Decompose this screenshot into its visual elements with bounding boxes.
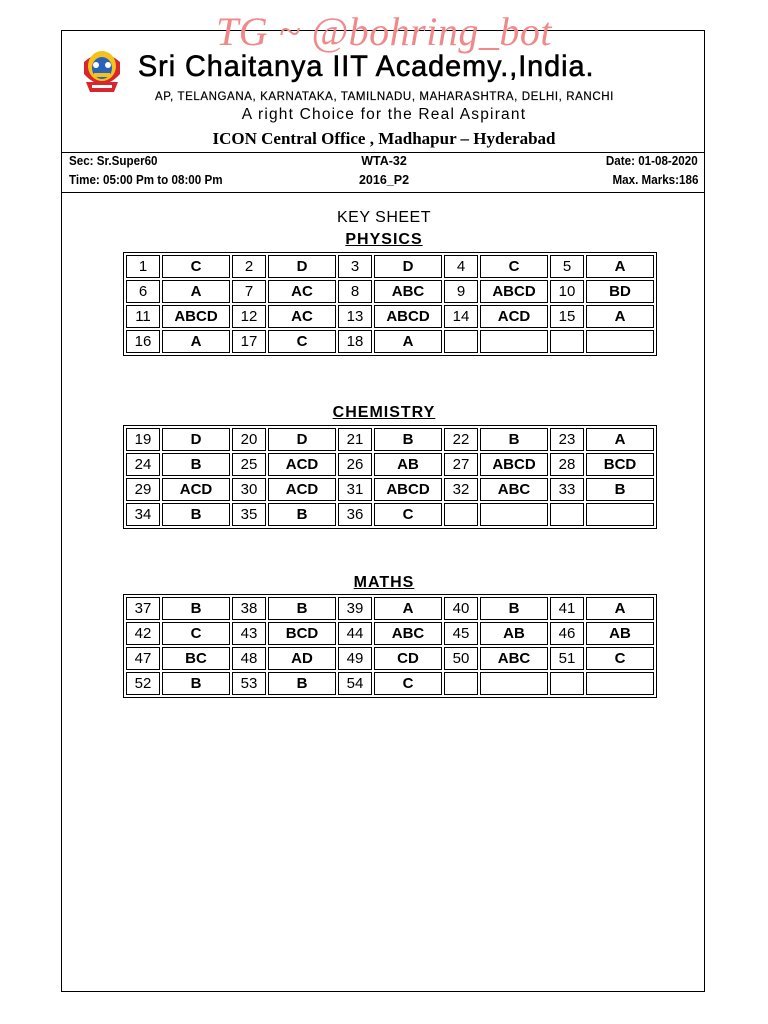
question-number-cell: 10 <box>550 280 584 303</box>
question-number-cell: 4 <box>444 255 478 278</box>
answer-key-cell <box>480 330 548 353</box>
answer-table-physics <box>123 252 657 356</box>
question-number-cell: 36 <box>338 503 372 526</box>
question-number-cell <box>550 330 584 353</box>
answer-key-cell: BC <box>162 647 230 670</box>
question-number-cell: 5 <box>550 255 584 278</box>
answer-key-cell: B <box>374 428 442 451</box>
question-number-cell: 20 <box>232 428 266 451</box>
answer-table-chemistry <box>123 425 657 529</box>
question-number-cell: 9 <box>444 280 478 303</box>
question-number-cell: 37 <box>126 597 160 620</box>
question-number-cell: 13 <box>338 305 372 328</box>
question-number-cell: 11 <box>126 305 160 328</box>
table-row <box>126 280 654 303</box>
question-number-cell: 28 <box>550 453 584 476</box>
question-number-cell: 26 <box>338 453 372 476</box>
question-number-cell: 38 <box>232 597 266 620</box>
question-number-cell <box>550 672 584 695</box>
question-number-cell: 2 <box>232 255 266 278</box>
question-number-cell: 35 <box>232 503 266 526</box>
answer-key-cell: ABC <box>374 280 442 303</box>
question-number-cell: 34 <box>126 503 160 526</box>
answer-key-cell: CD <box>374 647 442 670</box>
question-number-cell: 45 <box>444 622 478 645</box>
question-number-cell: 1 <box>126 255 160 278</box>
answer-key-cell: B <box>162 672 230 695</box>
section-title-maths: MATHS <box>353 574 415 591</box>
key-sheet-title: KEY SHEET <box>336 209 431 226</box>
question-number-cell: 40 <box>444 597 478 620</box>
table-row <box>126 255 654 278</box>
divider-bottom <box>61 192 705 193</box>
question-number-cell: 15 <box>550 305 584 328</box>
answer-key-cell: C <box>586 647 654 670</box>
answer-table-maths <box>123 594 657 698</box>
answer-key-cell: AB <box>480 622 548 645</box>
answer-key-cell: B <box>162 503 230 526</box>
answer-key-cell: B <box>162 597 230 620</box>
question-number-cell: 29 <box>126 478 160 501</box>
section-code: Sec: Sr.Super60 <box>69 154 158 168</box>
question-number-cell: 52 <box>126 672 160 695</box>
max-marks: Max. Marks:186 <box>612 173 698 187</box>
question-number-cell <box>444 503 478 526</box>
question-number-cell: 42 <box>126 622 160 645</box>
answer-key-cell: BD <box>586 280 654 303</box>
table-row <box>126 597 654 620</box>
answer-key-cell: ACD <box>162 478 230 501</box>
table-row <box>126 647 654 670</box>
question-number-cell: 46 <box>550 622 584 645</box>
section-title-chemistry: CHEMISTRY <box>332 404 436 421</box>
answer-key-cell: A <box>586 597 654 620</box>
question-number-cell: 43 <box>232 622 266 645</box>
table-row <box>126 330 654 353</box>
question-number-cell: 41 <box>550 597 584 620</box>
answer-key-cell: B <box>268 503 336 526</box>
table-row <box>126 478 654 501</box>
question-number-cell: 18 <box>338 330 372 353</box>
question-number-cell: 31 <box>338 478 372 501</box>
exam-date: Date: 01-08-2020 <box>606 154 698 168</box>
answer-key-cell: ABCD <box>374 305 442 328</box>
question-number-cell: 48 <box>232 647 266 670</box>
answer-key-cell: AC <box>268 280 336 303</box>
institute-name: Sri Chaitanya IIT Academy.,India. <box>138 50 595 83</box>
answer-key-cell: AC <box>268 305 336 328</box>
answer-key-cell: A <box>374 597 442 620</box>
paper-code: 2016_P2 <box>358 173 410 187</box>
answer-key-cell: A <box>374 330 442 353</box>
question-number-cell: 30 <box>232 478 266 501</box>
answer-key-cell: AD <box>268 647 336 670</box>
answer-key-cell: B <box>586 478 654 501</box>
answer-key-cell: D <box>268 428 336 451</box>
question-number-cell: 3 <box>338 255 372 278</box>
office-address: ICON Central Office , Madhapur – Hyderabad <box>212 129 556 148</box>
answer-key-cell: ABC <box>480 478 548 501</box>
table-row <box>126 428 654 451</box>
table-row <box>126 622 654 645</box>
answer-key-cell: BCD <box>586 453 654 476</box>
question-number-cell: 49 <box>338 647 372 670</box>
question-number-cell: 32 <box>444 478 478 501</box>
answer-key-cell: D <box>374 255 442 278</box>
question-number-cell: 33 <box>550 478 584 501</box>
answer-key-cell: ACD <box>268 478 336 501</box>
question-number-cell <box>444 672 478 695</box>
answer-key-cell: ABCD <box>480 453 548 476</box>
answer-key-cell: C <box>480 255 548 278</box>
table-row <box>126 503 654 526</box>
answer-key-cell: AB <box>374 453 442 476</box>
answer-key-cell: C <box>268 330 336 353</box>
answer-key-cell: ABCD <box>162 305 230 328</box>
question-number-cell: 39 <box>338 597 372 620</box>
answer-key-cell: D <box>268 255 336 278</box>
table-row <box>126 305 654 328</box>
answer-key-cell <box>480 672 548 695</box>
answer-key-cell <box>480 503 548 526</box>
question-number-cell <box>444 330 478 353</box>
answer-key-cell <box>586 330 654 353</box>
answer-key-cell: ACD <box>268 453 336 476</box>
answer-key-cell <box>586 503 654 526</box>
answer-key-cell: A <box>586 305 654 328</box>
question-number-cell: 17 <box>232 330 266 353</box>
answer-key-cell: B <box>480 597 548 620</box>
answer-key-cell: B <box>268 672 336 695</box>
question-number-cell: 47 <box>126 647 160 670</box>
section-title-physics: PHYSICS <box>345 231 423 248</box>
question-number-cell <box>550 503 584 526</box>
question-number-cell: 51 <box>550 647 584 670</box>
tagline: A right Choice for the Real Aspirant <box>241 106 527 123</box>
question-number-cell: 8 <box>338 280 372 303</box>
exam-time: Time: 05:00 Pm to 08:00 Pm <box>69 173 223 187</box>
answer-key-cell: B <box>480 428 548 451</box>
answer-key-cell: A <box>162 280 230 303</box>
answer-key-cell: ABC <box>374 622 442 645</box>
question-number-cell: 24 <box>126 453 160 476</box>
question-number-cell: 50 <box>444 647 478 670</box>
question-number-cell: 21 <box>338 428 372 451</box>
test-name: WTA-32 <box>361 154 407 168</box>
answer-key-cell: AB <box>586 622 654 645</box>
answer-key-cell: C <box>374 503 442 526</box>
question-number-cell: 19 <box>126 428 160 451</box>
question-number-cell: 14 <box>444 305 478 328</box>
question-number-cell: 6 <box>126 280 160 303</box>
question-number-cell: 25 <box>232 453 266 476</box>
question-number-cell: 23 <box>550 428 584 451</box>
answer-key-cell: C <box>374 672 442 695</box>
watermark: TG ~ @bohring_bot <box>216 9 552 54</box>
answer-key-cell: B <box>162 453 230 476</box>
answer-key-cell: C <box>162 622 230 645</box>
answer-key-cell: D <box>162 428 230 451</box>
answer-key-cell: ABCD <box>480 280 548 303</box>
question-number-cell: 53 <box>232 672 266 695</box>
answer-key-cell: ABC <box>480 647 548 670</box>
question-number-cell: 22 <box>444 428 478 451</box>
question-number-cell: 7 <box>232 280 266 303</box>
answer-key-cell: A <box>586 428 654 451</box>
answer-key-cell: BCD <box>268 622 336 645</box>
question-number-cell: 27 <box>444 453 478 476</box>
question-number-cell: 16 <box>126 330 160 353</box>
answer-key-cell: A <box>162 330 230 353</box>
answer-key-cell: C <box>162 255 230 278</box>
question-number-cell: 12 <box>232 305 266 328</box>
answer-key-cell: B <box>268 597 336 620</box>
question-number-cell: 44 <box>338 622 372 645</box>
question-number-cell: 54 <box>338 672 372 695</box>
divider-top <box>61 152 705 153</box>
answer-key-cell <box>586 672 654 695</box>
answer-key-cell: ACD <box>480 305 548 328</box>
answer-key-cell: ABCD <box>374 478 442 501</box>
table-row <box>126 672 654 695</box>
table-row <box>126 453 654 476</box>
institute-states: AP, TELANGANA, KARNATAKA, TAMILNADU, MAHARASHTRA, DELHI, RANCHI <box>155 91 614 103</box>
answer-key-cell: A <box>586 255 654 278</box>
